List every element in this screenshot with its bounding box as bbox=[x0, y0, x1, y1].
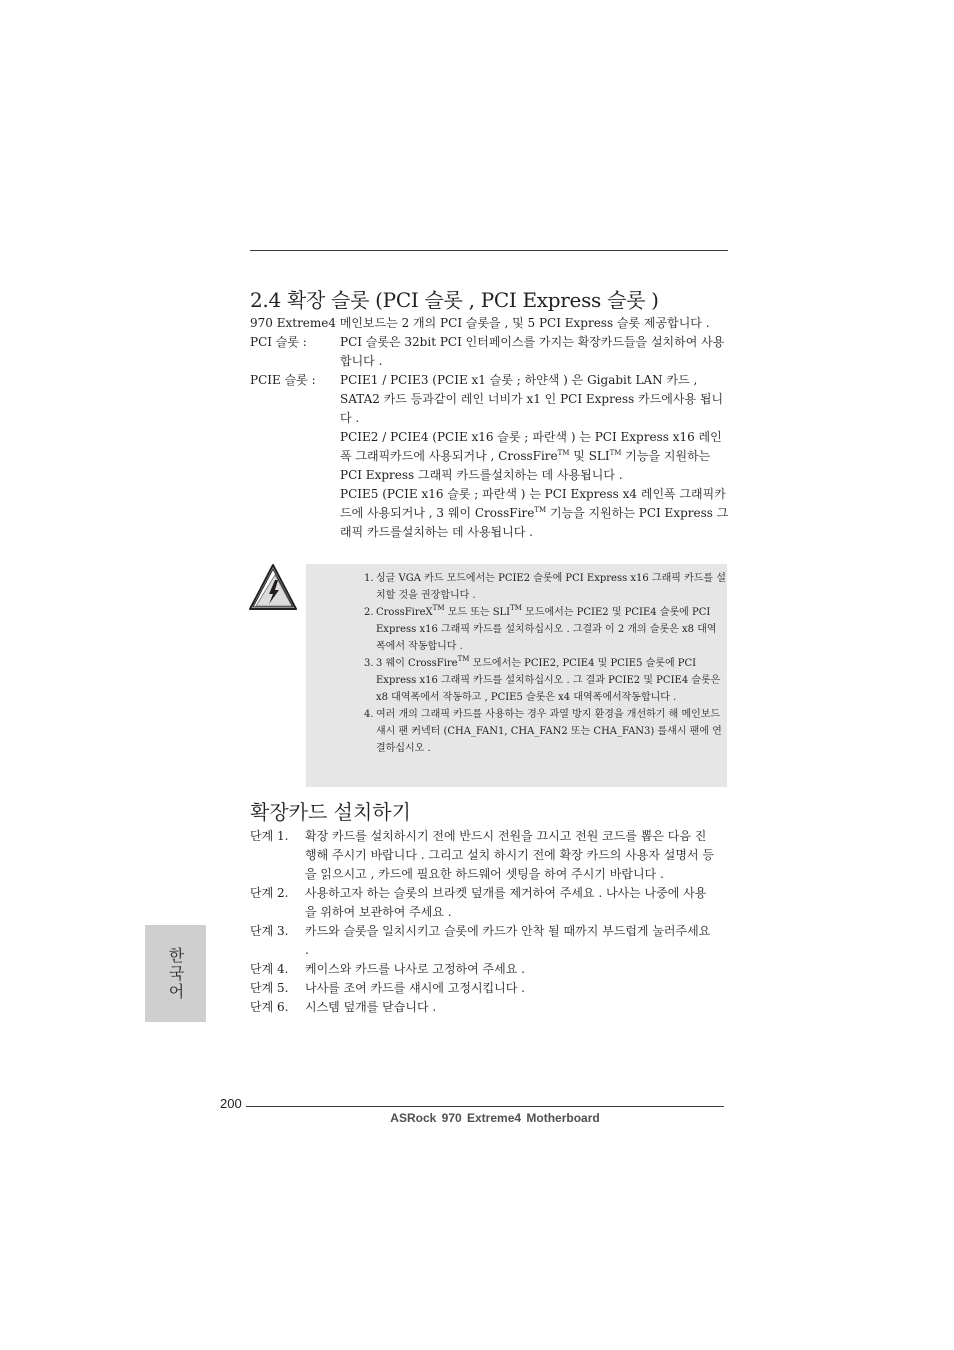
step-2 bbox=[250, 884, 730, 922]
tm-mark: TM bbox=[457, 655, 470, 663]
step-label: 단계 1. bbox=[250, 829, 289, 843]
step-text: 사용하고자 하는 슬롯의 브라켓 덮개를 제거하여 주세요 . 나사는 나중에 사용을 위하여 보관하여 주세요 . bbox=[305, 886, 707, 919]
step-3 bbox=[250, 922, 730, 960]
step-1 bbox=[250, 827, 730, 884]
pcie-p2-part-b: 및 SLI bbox=[569, 449, 610, 463]
step-6 bbox=[250, 998, 730, 1017]
step-text: 나사를 조여 카드를 섀시에 고정시킵니다 . bbox=[305, 981, 525, 995]
language-side-tab bbox=[145, 925, 206, 1022]
tm-mark: TM bbox=[534, 506, 547, 514]
pcie-p2-part-a: PCIE2 / PCIE4 (PCIE x16 슬롯 ; 파란색 ) 는 PCI Express x16 레인폭 그래픽카드에 사용되거나 , CrossFire bbox=[340, 430, 722, 463]
install-steps bbox=[250, 827, 730, 1017]
warning-icon bbox=[248, 563, 298, 611]
step-4 bbox=[250, 960, 730, 979]
pcie-paragraph-2 bbox=[340, 428, 730, 485]
note-number: 3. bbox=[364, 658, 374, 669]
step-label: 단계 3. bbox=[250, 924, 289, 938]
pcie-p3-part-a: PCIE5 (PCIE x16 슬롯 ; 파란색 ) 는 PCI Express x4 레인폭 그래픽카드에 사용되거나 , 3 웨이 CrossFire bbox=[340, 487, 726, 520]
language-label: 한국어 bbox=[166, 946, 185, 1001]
note-number: 1. bbox=[364, 573, 374, 584]
pcie-slot-text bbox=[340, 371, 730, 542]
note-text: 모드에서는 PCIE2, PCIE4 및 PCIE5 슬롯에 PCI Express x16 그래픽 카드를 설치하십시오 . 그 결과 PCIE2 및 PCIE4 슬롯은 x8 대역폭에서 작동하고 , PCIE5 슬롯은 x4 대역폭에서작동합니다 . bbox=[376, 658, 721, 703]
note-box bbox=[306, 564, 727, 787]
note-item bbox=[364, 706, 726, 757]
note-number: 2. bbox=[364, 607, 374, 618]
note-text: 여러 개의 그래픽 카드를 사용하는 경우 과열 방지 환경을 개선하기 해 메인보드 섀시 팬 커넥터 (CHA_FAN1, CHA_FAN2 또는 CHA_FAN3) 를섀시 팬에 연결하십시오 . bbox=[376, 709, 722, 754]
step-label: 단계 5. bbox=[250, 981, 289, 995]
step-label: 단계 6. bbox=[250, 1000, 289, 1014]
tm-mark: TM bbox=[609, 449, 622, 457]
pcie-paragraph-3 bbox=[340, 485, 730, 542]
footer-text: ASRock 970 Extreme4 Motherboard bbox=[390, 1111, 600, 1125]
tm-mark: TM bbox=[510, 604, 522, 612]
section-title: 2.4 확장 슬롯 (PCI 슬롯 , PCI Express 슬롯 ) bbox=[250, 288, 659, 312]
tm-mark: TM bbox=[432, 604, 445, 612]
pcie-p3-part-b: 기능을 지원하는 PCI Express 그래픽 카드를설치하는 데 사용됩니다 . bbox=[340, 506, 729, 539]
note-text: 싱글 VGA 카드 모드에서는 PCIE2 슬롯에 PCI Express x16 그래픽 카드를 설치할 것을 권장합니다 . bbox=[376, 573, 726, 601]
step-label: 단계 4. bbox=[250, 962, 289, 976]
pcie-p2-part-c: 기능을 지원하는 PCI Express 그래픽 카드를설치하는 데 사용됩니다 . bbox=[340, 449, 711, 482]
step-text: 케이스와 카드를 나사로 고정하여 주세요 . bbox=[305, 962, 525, 976]
pci-slot-label: PCI 슬롯 : bbox=[250, 335, 307, 349]
notes-list bbox=[364, 570, 726, 757]
step-text: 시스템 덮개를 닫습니다 . bbox=[305, 1000, 437, 1014]
note-item bbox=[364, 570, 726, 604]
note-text: 모드에서는 PCIE2 및 PCIE4 슬롯에 PCI Express x16 그래픽 카드를 설치하십시오 . 그결과 이 2 개의 슬롯은 x8 대역폭에서 작동합니다 . bbox=[376, 607, 717, 652]
pci-slot-text bbox=[340, 333, 730, 371]
note-number: 4. bbox=[364, 709, 374, 720]
install-title: 확장카드 설치하기 bbox=[250, 800, 411, 824]
step-text: 확장 카드를 설치하시기 전에 반드시 전원을 끄시고 전원 코드를 뽑은 다음 진행해 주시기 바랍니다 . 그리고 설치 하시기 전에 확장 카드의 사용자 설명서 등을 읽으시고 , 카드에 필요한 하드웨어 셋팅을 하여 주시기 바랍니다 . bbox=[305, 829, 714, 881]
intro-text: 970 Extreme4 메인보드는 2 개의 PCI 슬롯을 , 및 5 PCI Express 슬롯 제공합니다 . bbox=[250, 316, 710, 330]
note-text: CrossFireX bbox=[376, 607, 433, 618]
note-text: 모드 또는 SLI bbox=[444, 607, 511, 618]
pcie-slot-label: PCIE 슬롯 : bbox=[250, 373, 316, 387]
page-number: 200 bbox=[220, 1096, 242, 1111]
note-item bbox=[364, 655, 726, 706]
step-text: 카드와 슬롯을 일치시키고 슬롯에 카드가 안착 될 때까지 부드럽게 눌러주세요 . bbox=[305, 924, 711, 957]
note-text: 3 웨이 CrossFire bbox=[376, 658, 458, 669]
step-5 bbox=[250, 979, 730, 998]
pci-slot-description: PCI 슬롯은 32bit PCI 인터페이스를 가지는 확장카드들을 설치하여 사용 합니다 . bbox=[340, 335, 725, 368]
slot-descriptions bbox=[0, 333, 954, 545]
tm-mark: TM bbox=[557, 449, 570, 457]
note-item bbox=[364, 604, 726, 655]
top-rule bbox=[250, 250, 728, 251]
bottom-rule bbox=[246, 1106, 724, 1107]
step-label: 단계 2. bbox=[250, 886, 289, 900]
pcie-paragraph-1: PCIE1 / PCIE3 (PCIE x1 슬롯 ; 하얀색 ) 은 Gigabit LAN 카드 , SATA2 카드 등과같이 레인 너비가 x1 인 PCI Express 카드에사용 됩니다 . bbox=[340, 373, 724, 425]
